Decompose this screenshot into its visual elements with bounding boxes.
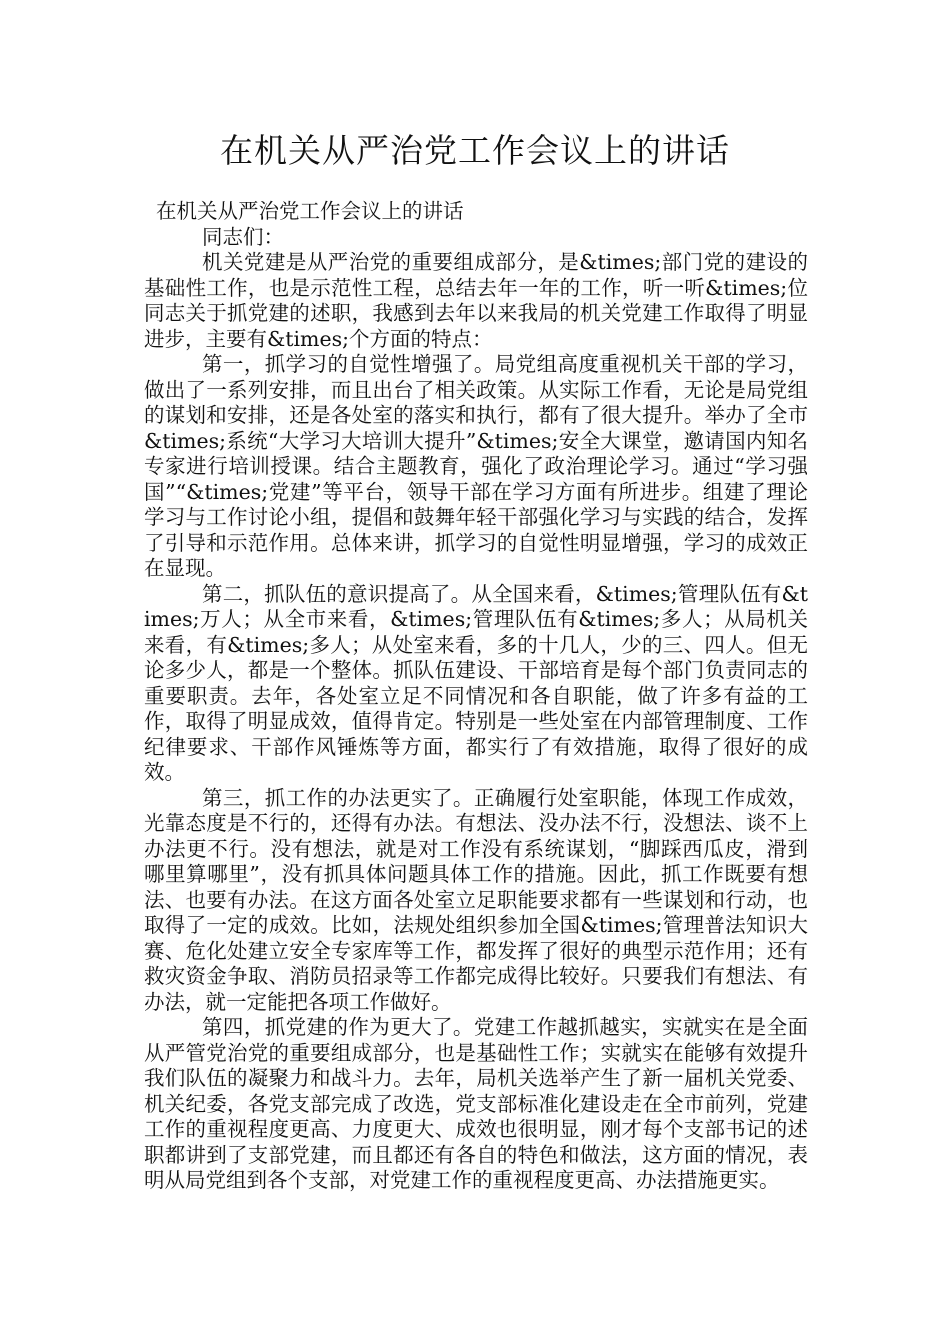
- paragraph-study: 第一，抓学习的自觉性增强了。局党组高度重视机关干部的学习，做出了一系列安排，而且出台了相关政策。从实际工作看，无论是局党组的谋划和安排，还是各处室的落实和执行，都有了很大提升。举办了全市&times;系统“大学习大培训大提升”&times;安全大课堂，邀请国内知名专家进行培训授课。结合主题教育，强化了政治理论学习。通过“学习强国”“&times;党建”等平台，领导干部在学习方面有所进步。组建了理论学习与工作讨论小组，提倡和鼓舞年轻干部强化学习与实践的结合，发挥了引导和示范作用。总体来讲，抓学习的自觉性明显增强，学习的成效正在显现。: [144, 352, 808, 580]
- document-body: [144, 199, 808, 1194]
- paragraph-methods: 第三，抓工作的办法更实了。正确履行处室职能，体现工作成效，光靠态度是不行的，还得有办法。有想法、没办法不行，没想法、谈不上办法更不行。没有想法，就是对工作没有系统谋划，“脚踩西瓜皮，滑到哪里算哪里”，没有抓具体问题具体工作的措施。因此，抓工作既要有想法、也要有办法。在这方面各处室立足职能要求都有一些谋划和行动，也取得了一定的成效。比如，法规处组织参加全国&times;管理普法知识大赛、危化处建立安全专家库等工作，都发挥了很好的典型示范作用；还有救灾资金争取、消防员招录等工作都完成得比较好。只要我们有想法、有办法，就一定能把各项工作做好。: [144, 785, 808, 1014]
- paragraph-team: 第二，抓队伍的意识提高了。从全国来看，&times;管理队伍有&times;万人；从全市来看，&times;管理队伍有&times;多人；从局机关来看，有&times;多人；从处室来看，多的十几人，少的三、四人。但无论多少人，都是一个整体。抓队伍建设、干部培育是每个部门负责同志的重要职责。去年，各处室立足不同情况和各自职能，做了许多有益的工作，取得了明显成效，值得肯定。特别是一些处室在内部管理制度、工作纪律要求、干部作风锤炼等方面，都实行了有效措施，取得了很好的成效。: [144, 581, 808, 784]
- paragraph-party-building: 第四，抓党建的作为更大了。党建工作越抓越实，实就实在是全面从严管党治党的重要组成部分，也是基础性工作；实就实在能够有效提升我们队伍的凝聚力和战斗力。去年，局机关选举产生了新一届机关党委、机关纪委，各党支部完成了改选，党支部标准化建设走在全市前列，党建工作的重视程度更高、力度更大、成效也很明显，刚才每个支部书记的述职都讲到了支部党建，而且都还有各自的特色和做法，这方面的情况，表明从局党组到各个支部，对党建工作的重视程度更高、办法措施更实。: [144, 1015, 808, 1192]
- salutation: 同志们：: [202, 224, 284, 249]
- document-title: 在机关从严治党工作会议上的讲话: [220, 131, 730, 170]
- paragraph-intro: 机关党建是从严治党的重要组成部分，是&times;部门党的建设的基础性工作，也是示范性工程，总结去年一年的工作，听一听&times;位同志关于抓党建的述职，我感到去年以来我局的机关党建工作取得了明显进步，主要有&times;个方面的特点：: [144, 250, 808, 351]
- document-subtitle: 在机关从严治党工作会议上的讲话: [156, 199, 464, 223]
